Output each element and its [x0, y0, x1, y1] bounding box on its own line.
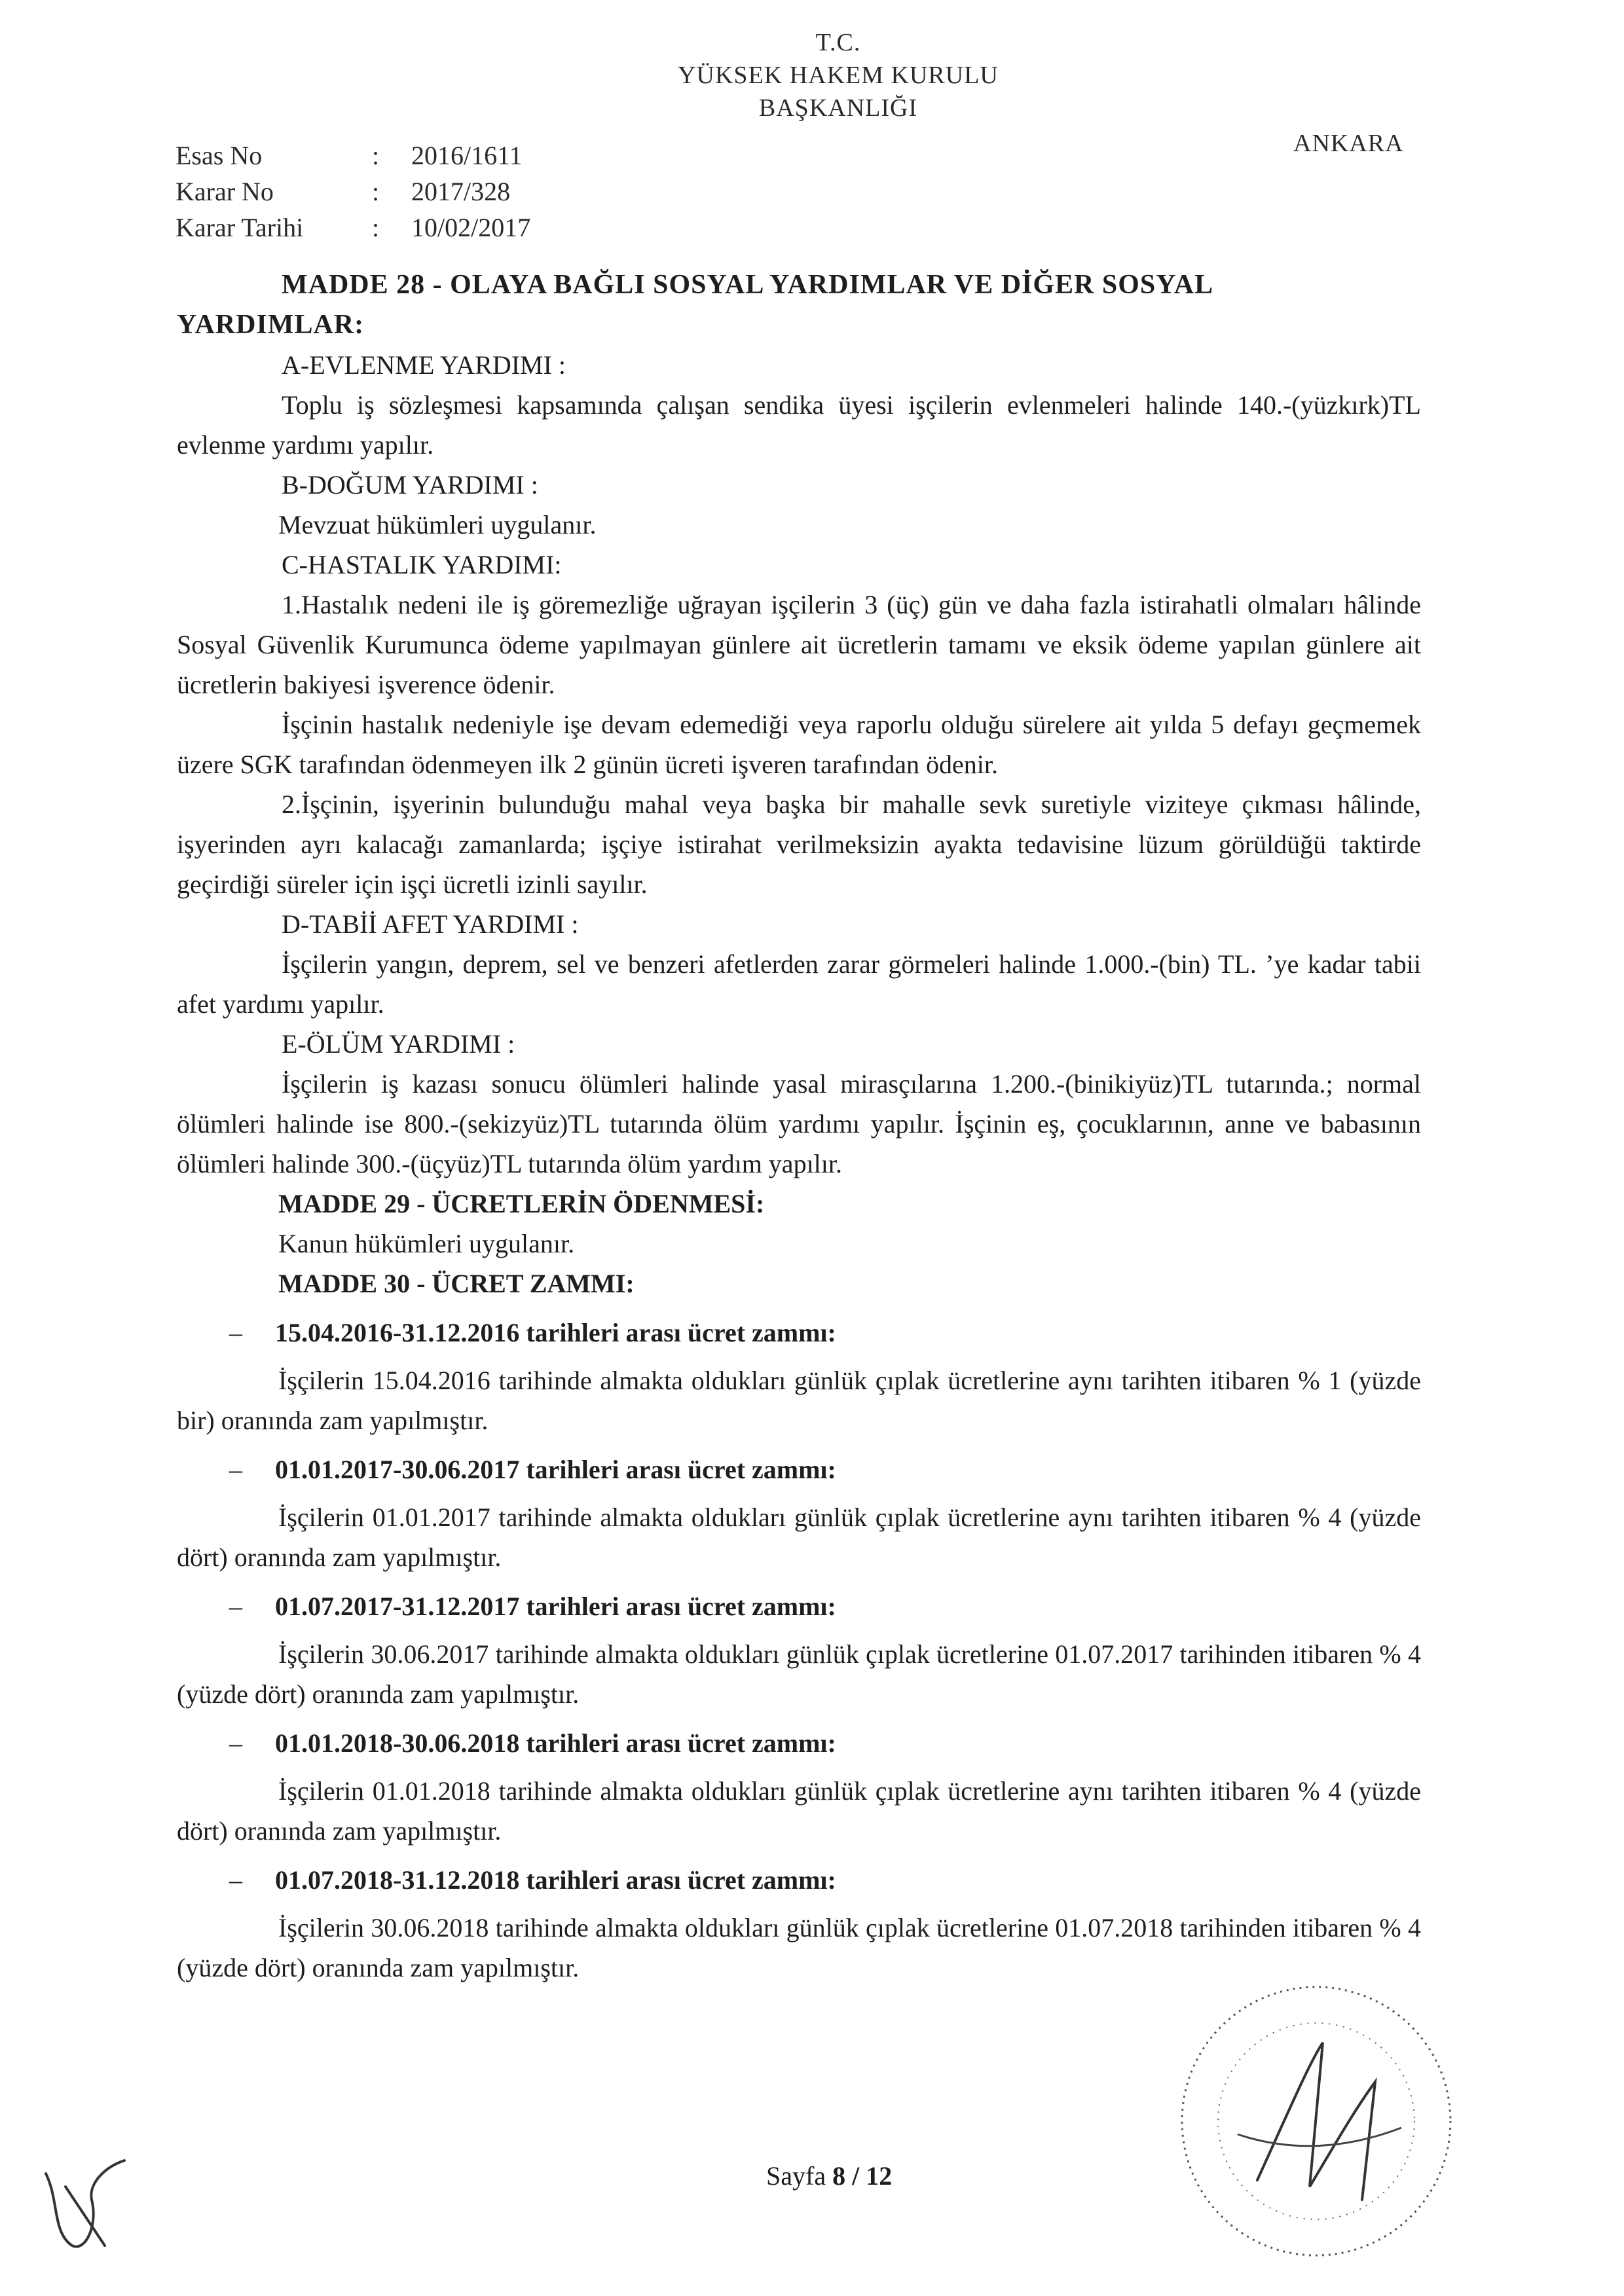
zam-period-heading [177, 1449, 1421, 1489]
case-meta [175, 137, 530, 246]
zam-period-text: İşçilerin 15.04.2016 tarihinde almakta oldukları günlük çıplak ücretlerine aynı tarihten itibaren % 1 (yüzde bir) oranında zam yapılmıştır. [177, 1366, 1421, 1435]
document-body [177, 265, 1421, 1988]
madde-30-title: MADDE 30 - ÜCRET ZAMMI: [278, 1269, 635, 1298]
meta-value: 2016/1611 [411, 141, 523, 170]
header-line-2: YÜKSEK HAKEM KURULU [678, 62, 999, 89]
meta-row-tarih [175, 210, 530, 246]
section-e-heading: E-ÖLÜM YARDIMI : [282, 1029, 515, 1059]
page-current: 8 [832, 2161, 846, 2191]
section-c-text-2: İşçinin hastalık nedeniyle işe devam edemediği veya raporlu olduğu sürelere ait yılda 5 defayı geçmemek üzere SGK tarafından ödenmeyen ilk 2 günün ücreti işveren tarafından ödenir. [177, 710, 1421, 779]
zam-period-2 [177, 1449, 1421, 1577]
section-c-heading: C-HASTALIK YARDIMI: [282, 550, 562, 579]
meta-value: 2017/328 [411, 177, 511, 206]
madde-28-title-line2: YARDIMLAR: [177, 310, 365, 340]
dash-marker: – [229, 1592, 242, 1621]
madde-28-title-line1: MADDE 28 - OLAYA BAĞLI SOSYAL YARDIMLAR VE DİĞER SOSYAL [282, 270, 1214, 300]
meta-row-esas [175, 137, 530, 173]
meta-sep: : [372, 177, 380, 206]
zam-period-text: İşçilerin 30.06.2018 tarihinde almakta oldukları günlük çıplak ücretlerine 01.07.2018 tarihinden itibaren % 4 (yüzde dört) oranında zam yapılmıştır. [177, 1913, 1421, 1982]
margin-initial-signature [26, 2147, 144, 2259]
zam-period-heading [177, 1313, 1421, 1353]
madde-29-title: MADDE 29 - ÜCRETLERİN ÖDENMESİ: [278, 1189, 765, 1218]
page-number [766, 2160, 892, 2191]
zam-period-heading [177, 1860, 1421, 1900]
zam-period-heading [177, 1723, 1421, 1763]
meta-row-karar [175, 173, 530, 210]
section-b-heading: B-DOĞUM YARDIMI : [282, 470, 538, 500]
madde-28-title [177, 265, 1421, 345]
meta-value: 10/02/2017 [411, 213, 531, 242]
meta-sep: : [372, 213, 380, 242]
institution-header [576, 26, 1100, 124]
section-a-heading: A-EVLENME YARDIMI : [282, 350, 566, 380]
madde-29-text: Kanun hükümleri uygulanır. [278, 1229, 575, 1258]
zam-period-title: 15.04.2016-31.12.2016 tarihleri arası ücret zammı: [275, 1318, 836, 1347]
header-line-3: BAŞKANLIĞI [758, 94, 918, 122]
section-d-heading: D-TABİİ AFET YARDIMI : [282, 909, 579, 939]
section-e-text: İşçilerin iş kazası sonucu ölümleri halinde yasal mirasçılarına 1.200.-(binikiyüz)TL tutarında.; normal ölümleri halinde ise 800.-(sekizyüz)TL tutarında ölüm yardımı yapılır. İşçinin eş, çocuklarının, anne ve babasının ölümleri halinde 300.-(üçyüz)TL tutarında ölüm yardım yapılır. [177, 1069, 1421, 1178]
zam-period-title: 01.01.2018-30.06.2018 tarihleri arası ücret zammı: [275, 1728, 836, 1758]
zam-period-heading [177, 1586, 1421, 1626]
zam-period-4 [177, 1723, 1421, 1851]
page-prefix: Sayfa [766, 2161, 826, 2191]
zam-period-text: İşçilerin 01.01.2018 tarihinde almakta oldukları günlük çıplak ücretlerine aynı tarihten itibaren % 4 (yüzde dört) oranında zam yapılmıştır. [177, 1776, 1421, 1846]
header-line-1: T.C. [815, 29, 861, 56]
zam-period-title: 01.07.2018-31.12.2018 tarihleri arası ücret zammı: [275, 1865, 836, 1895]
section-c-text-1: 1.Hastalık nedeni ile iş göremezliğe uğrayan işçilerin 3 (üç) gün ve daha fazla istirahatli olmaları hâlinde Sosyal Güvenlik Kurumunca ödeme yapılmayan günlere ait ücretlerin tamamı ve eksik ödeme yapılan günlere ait ücretlerin bakiyesi işverence ödenir. [177, 590, 1421, 699]
section-d-text: İşçilerin yangın, deprem, sel ve benzeri afetlerden zarar görmeleri halinde 1.000.-(bin) TL. ’ye kadar tabii afet yardımı yapılır. [177, 949, 1421, 1019]
page-total: 12 [866, 2161, 893, 2191]
dash-marker: – [229, 1865, 242, 1895]
meta-label: Esas No [175, 141, 263, 170]
page-separator: / [852, 2161, 860, 2191]
dash-marker: – [229, 1318, 242, 1347]
meta-sep: : [372, 141, 380, 170]
official-seal-stamp [1159, 1964, 1473, 2278]
zam-period-text: İşçilerin 01.01.2017 tarihinde almakta oldukları günlük çıplak ücretlerine aynı tarihten itibaren % 4 (yüzde dört) oranında zam yapılmıştır. [177, 1503, 1421, 1572]
zam-period-1 [177, 1313, 1421, 1440]
meta-label: Karar No [175, 177, 274, 206]
zam-period-title: 01.01.2017-30.06.2017 tarihleri arası ücret zammı: [275, 1455, 836, 1484]
dash-marker: – [229, 1455, 242, 1484]
zam-period-text: İşçilerin 30.06.2017 tarihinde almakta oldukları günlük çıplak ücretlerine 01.07.2017 tarihinden itibaren % 4 (yüzde dört) oranında zam yapılmıştır. [177, 1639, 1421, 1709]
dash-marker: – [229, 1728, 242, 1758]
meta-label: Karar Tarihi [175, 213, 304, 242]
zam-period-title: 01.07.2017-31.12.2017 tarihleri arası ücret zammı: [275, 1592, 836, 1621]
section-a-text: Toplu iş sözleşmesi kapsamında çalışan sendika üyesi işçilerin evlenmeleri halinde 140.-(yüzkırk)TL evlenme yardımı yapılır. [177, 390, 1421, 460]
signature-stroke [1257, 2043, 1375, 2200]
city-label: ANKARA [1293, 130, 1404, 157]
section-c-text-3: 2.İşçinin, işyerinin bulunduğu mahal veya başka bir mahalle sevk suretiyle viziteye çıkması hâlinde, işyerinden ayrı kalacağı zamanlarda; işçiye istirahat verilmeksizin ayakta tedavisine lüzum görüldüğü taktirde geçirdiği süreler için işçi ücretli izinli sayılır. [177, 790, 1421, 899]
zam-period-3 [177, 1586, 1421, 1714]
section-b-text: Mevzuat hükümleri uygulanır. [278, 510, 597, 539]
